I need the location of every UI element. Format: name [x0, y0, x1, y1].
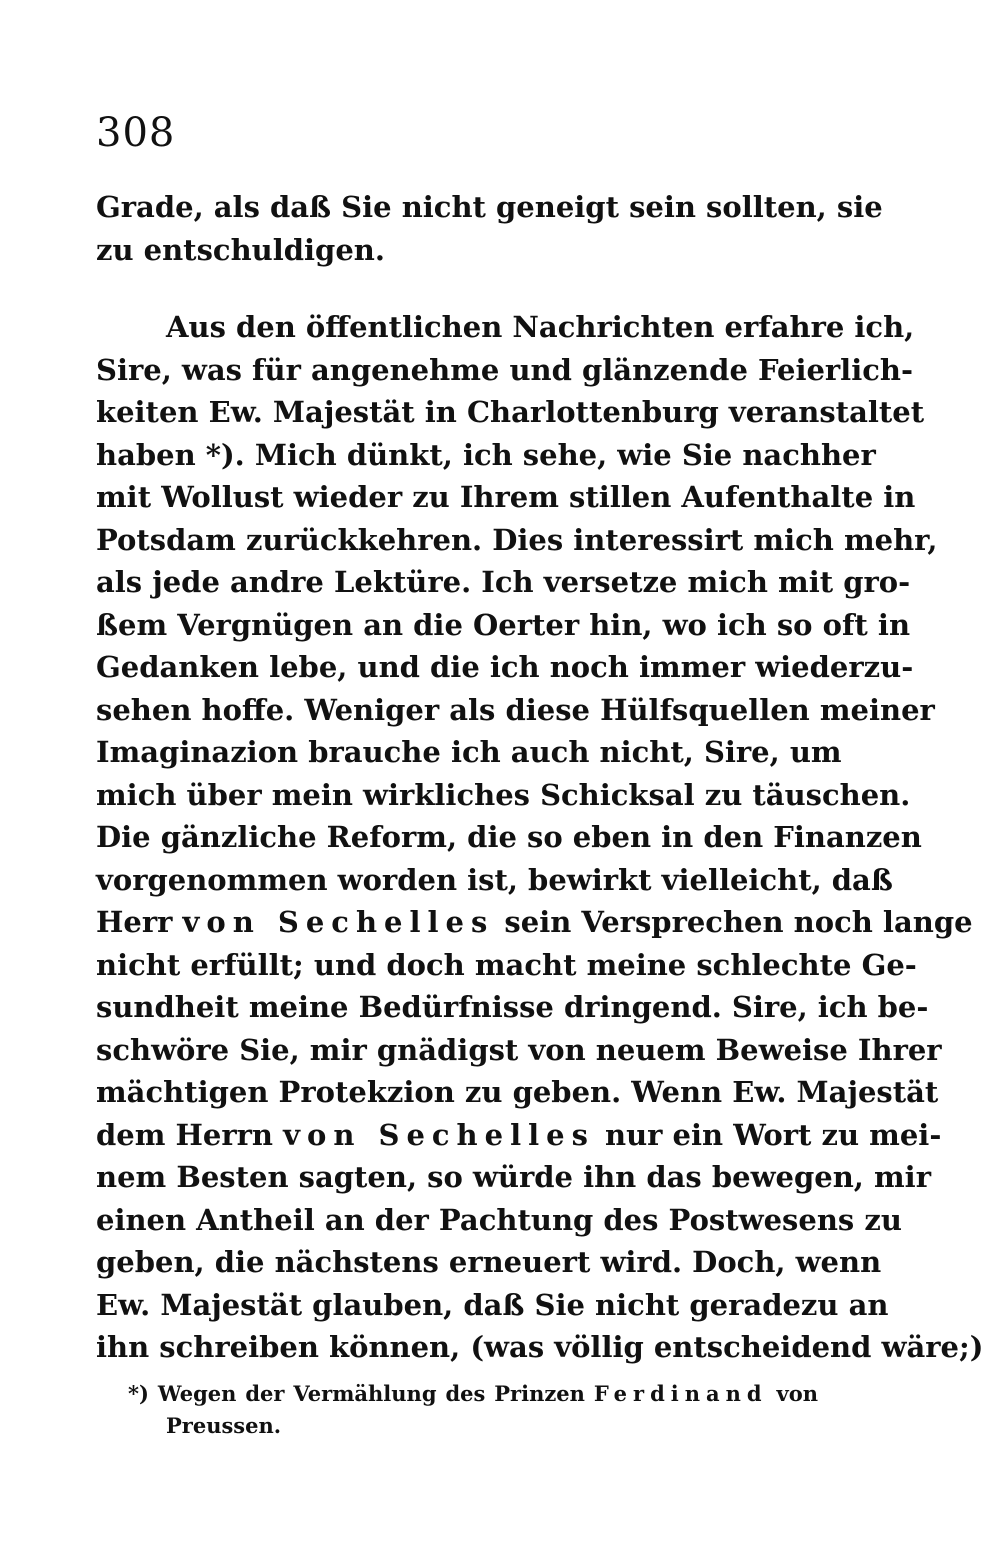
- footnote-line: Preussen.: [166, 1413, 282, 1438]
- line-rest: nur ein Wort zu mei-: [605, 1117, 942, 1152]
- footnote-line: [128, 1378, 818, 1410]
- text-line: vorgenommen worden ist, bewirkt vielleicht, daß: [96, 862, 893, 897]
- text-line: mächtigen Protekzion zu geben. Wenn Ew. Majestät: [96, 1075, 939, 1109]
- text-line: Ew. Majestät glauben, daß Sie nicht geradezu an: [96, 1287, 889, 1322]
- text-line: mit Wollust wieder zu Ihrem stillen Aufenthalte in: [96, 480, 916, 514]
- text-line: als jede andre Lektüre. Ich versetze mich mit gro-: [96, 565, 911, 599]
- text-line: Die gänzliche Reform, die so eben in den Finanzen: [96, 820, 922, 854]
- paragraph-gap: [96, 271, 824, 306]
- text-line: mich über mein wirkliches Schicksal zu täuschen.: [96, 777, 911, 812]
- footnote-spaced-name: Ferdinand: [593, 1381, 768, 1406]
- text-line: haben *). Mich dünkt, ich sehe, wie Sie nachher: [96, 437, 876, 472]
- text-line: Sire, was für angenehme und glänzende Feierlich-: [96, 352, 913, 387]
- footnote-suffix: von: [776, 1381, 819, 1406]
- text-line: nem Besten sagten, so würde ihn das bewegen, mir: [96, 1160, 931, 1194]
- text-line: Imaginazion brauche ich auch nicht, Sire, um: [96, 735, 842, 769]
- text-line: ihn schreiben können, (was völlig entscheidend wäre;): [96, 1330, 983, 1364]
- text-line-herr: [96, 901, 973, 944]
- page-number: 308: [96, 110, 176, 156]
- body-text: [96, 186, 983, 1369]
- text-line: sehen hoffe. Weniger als diese Hülfsquellen meiner: [96, 692, 935, 727]
- spaced-name: von Sechelles: [283, 1117, 595, 1152]
- text-line: Potsdam zurückkehren. Dies interessirt mich mehr,: [96, 522, 938, 557]
- text-line: ßem Vergnügen an die Oerter hin, wo ich so oft in: [96, 607, 911, 642]
- text-line: geben, die nächstens erneuert wird. Doch, wenn: [96, 1245, 882, 1279]
- text-line: Aus den öffentlichen Nachrichten erfahre ich,: [166, 310, 915, 344]
- spaced-name: von Sechelles: [182, 905, 495, 939]
- line-rest: sein Versprechen noch lange: [504, 905, 973, 939]
- text-line-dem: [96, 1114, 942, 1157]
- footnote: [128, 1378, 818, 1442]
- words-dem-herrn: dem Herrn: [96, 1117, 274, 1152]
- text-line: sundheit meine Bedürfnisse dringend. Sire, ich be-: [96, 990, 929, 1024]
- word-herr: Herr: [96, 905, 173, 939]
- footnote-prefix: *) Wegen der Vermählung des Prinzen: [128, 1381, 585, 1406]
- text-line: zu entschuldigen.: [96, 232, 385, 267]
- text-line: einen Antheil an der Pachtung des Postwesens zu: [96, 1202, 902, 1237]
- text-line: Gedanken lebe, und die ich noch immer wiederzu-: [96, 650, 914, 684]
- text-line: keiten Ew. Majestät in Charlottenburg veranstaltet: [96, 395, 925, 429]
- text-line: Grade, als daß Sie nicht geneigt sein sollten, sie: [96, 190, 883, 224]
- text-line: nicht erfüllt; und doch macht meine schlechte Ge-: [96, 947, 917, 982]
- text-line: schwöre Sie, mir gnädigst von neuem Beweise Ihrer: [96, 1032, 942, 1067]
